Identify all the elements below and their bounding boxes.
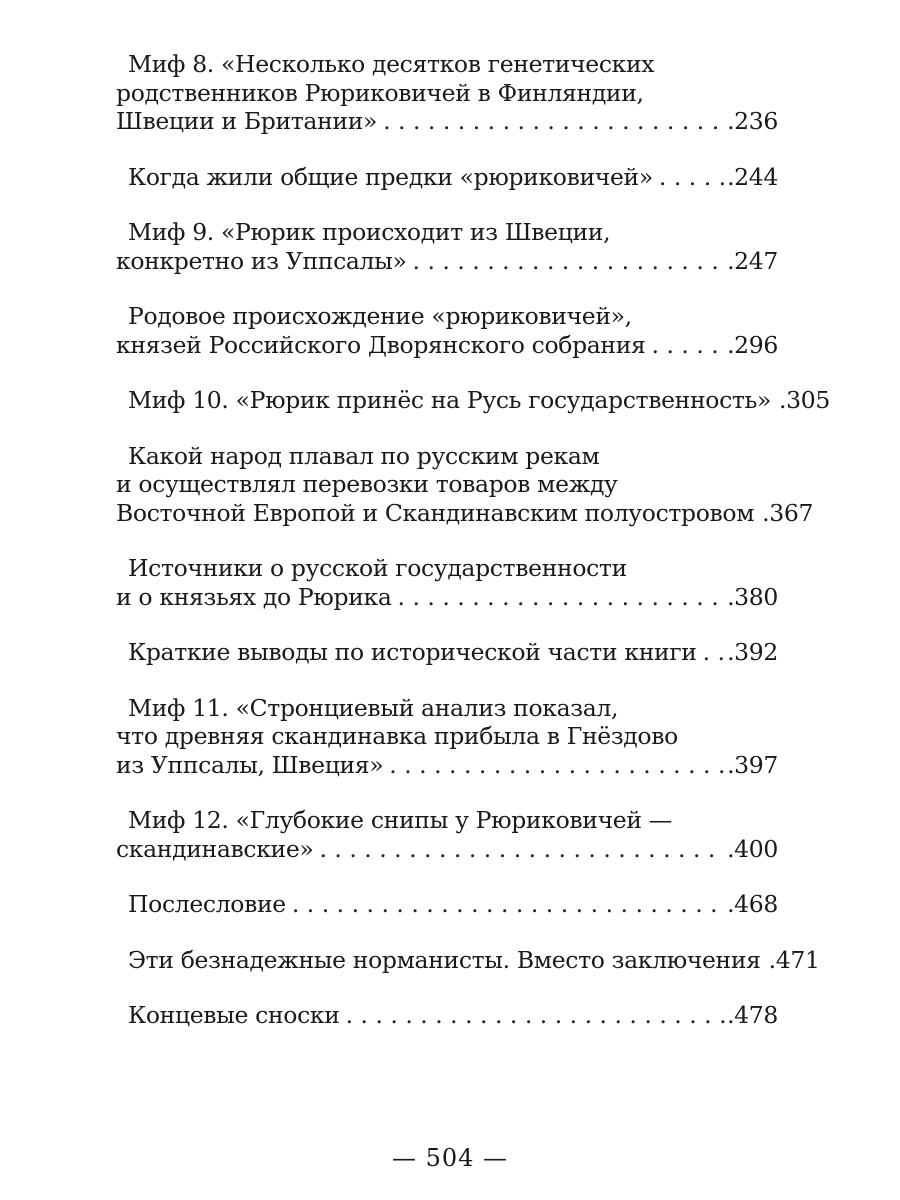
dot-leader bbox=[392, 583, 726, 612]
toc-entry-last-line bbox=[116, 107, 778, 136]
toc-entry-last-line bbox=[116, 890, 778, 919]
toc-entry[interactable] bbox=[116, 163, 778, 192]
toc-entry-title-line: Краткие выводы по исторической части книги bbox=[128, 638, 697, 666]
toc-entry[interactable] bbox=[116, 890, 778, 919]
toc-entry[interactable] bbox=[116, 554, 778, 611]
dot-leader bbox=[286, 890, 725, 919]
toc-entry-last-line bbox=[116, 247, 778, 276]
toc-entry-last-line bbox=[116, 331, 778, 360]
toc-entry-title-line: скандинавские» bbox=[116, 834, 314, 863]
toc-entry[interactable] bbox=[116, 694, 778, 780]
toc-entry-title-line: Миф 12. «Глубокие снипы у Рюриковичей — bbox=[128, 806, 672, 834]
toc-entry-title-line: Миф 11. «Стронциевый анализ показал, bbox=[128, 693, 619, 722]
toc-entry-last-line bbox=[116, 163, 778, 192]
toc-entry[interactable] bbox=[116, 441, 814, 528]
toc-entry-title-line: Какой народ плавал по русским рекам bbox=[128, 441, 600, 470]
toc-page-number: .247 bbox=[727, 246, 778, 275]
toc-entry[interactable] bbox=[116, 1001, 778, 1030]
toc-entry[interactable] bbox=[116, 218, 778, 275]
toc-page-number: .296 bbox=[727, 330, 778, 359]
toc-entry-title-line: из Уппсалы, Швеция» bbox=[116, 750, 384, 779]
toc-entry-title-line: и о князьях до Рюрика bbox=[116, 582, 392, 611]
toc-page-number: .400 bbox=[727, 834, 778, 863]
dot-leader bbox=[646, 331, 726, 360]
dot-leader bbox=[313, 835, 725, 864]
toc-entry-last-line bbox=[116, 1001, 778, 1030]
toc-page-number: .478 bbox=[727, 1001, 778, 1029]
toc-page-number: .380 bbox=[727, 582, 778, 611]
toc-page-number: .468 bbox=[727, 890, 778, 918]
toc-entry[interactable] bbox=[116, 50, 778, 136]
toc-entry-title-line: Миф 9. «Рюрик происходит из Швеции, bbox=[128, 218, 611, 246]
toc-entry-title-line: Миф 8. «Несколько десятков генетических bbox=[128, 50, 655, 78]
toc-entry-title-line: Восточной Европой и Скандинавским полуостровом bbox=[116, 498, 755, 527]
toc-entry-last-line bbox=[116, 835, 778, 864]
toc-page-number: .305 bbox=[779, 386, 830, 414]
page-number-footer: — 504 — bbox=[391, 1144, 509, 1172]
toc-page-number: .236 bbox=[727, 107, 778, 135]
toc-entry-title-line: Родовое происхождение «рюриковичей», bbox=[128, 302, 632, 330]
toc-entry[interactable] bbox=[116, 638, 778, 667]
toc-entry-title-line: и осуществлял перевозки товаров между bbox=[116, 470, 618, 498]
toc-entry[interactable] bbox=[116, 386, 830, 415]
dot-leader bbox=[340, 1001, 725, 1030]
toc-entry-title-line: Швеции и Британии» bbox=[116, 107, 378, 135]
dot-leader bbox=[407, 247, 726, 276]
dot-leader bbox=[383, 751, 725, 780]
toc-entry[interactable] bbox=[116, 806, 778, 863]
toc-page-number: .471 bbox=[768, 945, 820, 974]
toc-entry-last-line bbox=[116, 583, 778, 612]
toc-entry-title-line: что древняя скандинавка прибыла в Гнёздово bbox=[116, 722, 678, 750]
toc-entry-last-line bbox=[116, 945, 820, 975]
toc-page-number: .392 bbox=[727, 638, 778, 666]
toc-entry-last-line bbox=[116, 386, 830, 415]
dot-leader bbox=[697, 638, 725, 667]
toc-entry-last-line bbox=[116, 638, 778, 667]
dot-leader bbox=[377, 107, 725, 136]
dot-leader bbox=[653, 163, 725, 192]
toc-entry-title-line: конкретно из Уппсалы» bbox=[116, 246, 407, 275]
toc-entry[interactable] bbox=[116, 302, 778, 359]
toc-entry-last-line bbox=[116, 498, 814, 528]
toc-entry-title-line: Источники о русской государственности bbox=[128, 554, 627, 582]
toc-page-number: .397 bbox=[727, 750, 778, 779]
toc-entry-title-line: Концевые сноски bbox=[128, 1001, 340, 1029]
toc-entry-title-line: Когда жили общие предки «рюриковичей» bbox=[128, 162, 653, 191]
toc-page-number: .244 bbox=[727, 162, 778, 191]
toc-entry-last-line bbox=[116, 751, 778, 780]
toc-entry-title-line: князей Российского Дворянского собрания bbox=[116, 330, 646, 359]
table-of-contents bbox=[116, 50, 830, 1057]
toc-page-number: .367 bbox=[762, 498, 814, 527]
toc-entry-title-line: Миф 10. «Рюрик принёс на Русь государственность» bbox=[128, 386, 772, 414]
toc-entry-title-line: Эти безнадежные норманисты. Вместо заключения bbox=[128, 945, 761, 974]
toc-entry-title-line: Послесловие bbox=[128, 890, 286, 918]
toc-entry-title-line: родственников Рюриковичей в Финляндии, bbox=[116, 78, 644, 107]
toc-entry[interactable] bbox=[116, 945, 820, 975]
